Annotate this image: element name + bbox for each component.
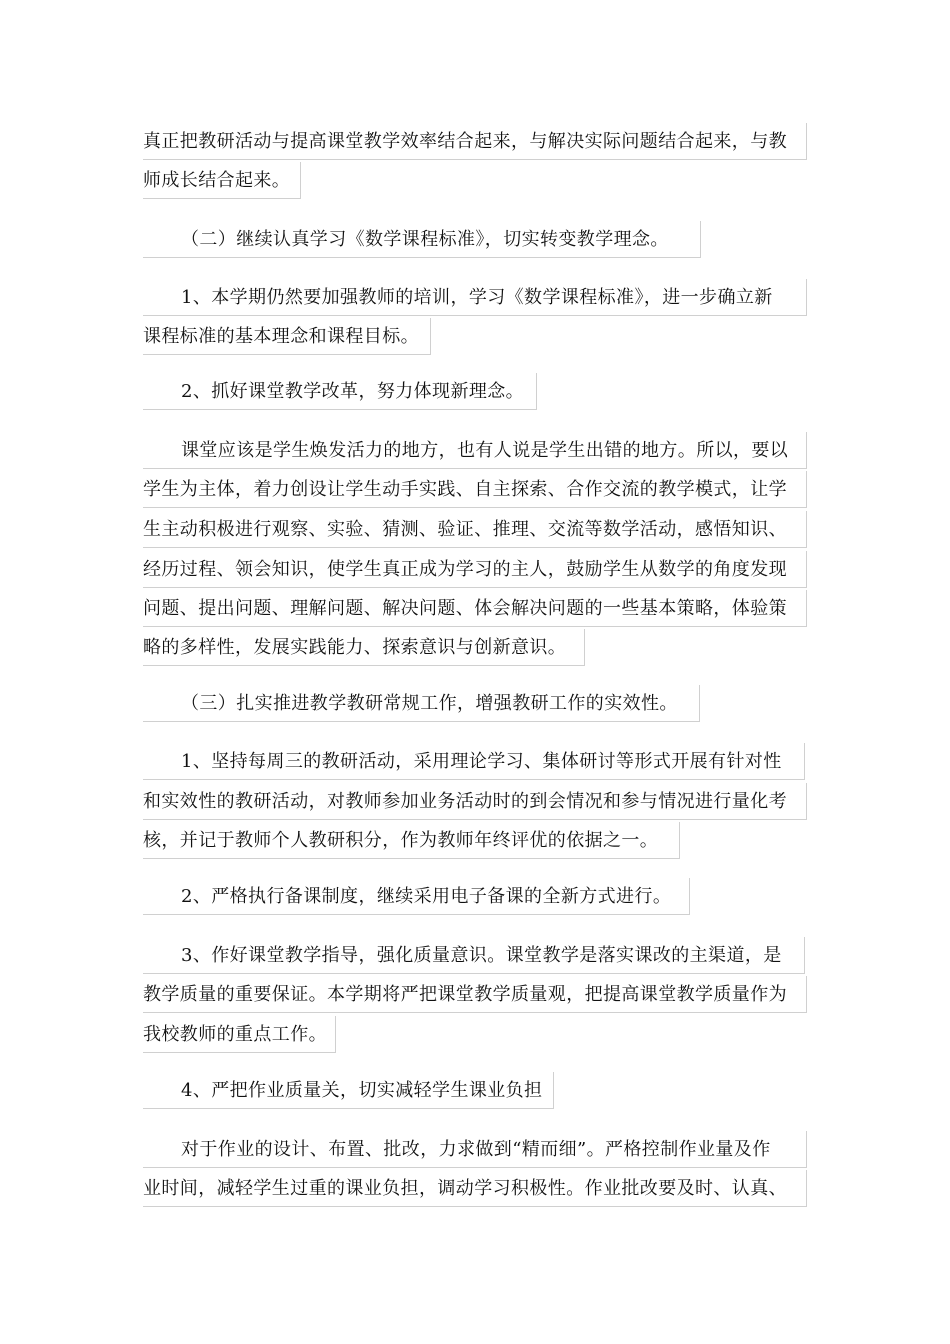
section-heading: （三）扎实推进教学教研常规工作，增强教研工作的实效性。 bbox=[143, 685, 700, 722]
text-line: 生主动积极进行观察、实验、猜测、验证、推理、交流等数学活动，感悟知识、 bbox=[143, 511, 807, 548]
text-line: 我校教师的重点工作。 bbox=[143, 1016, 336, 1053]
text-line: 课堂应该是学生焕发活力的地方，也有人说是学生出错的地方。所以，要以 bbox=[143, 432, 807, 469]
text-line: 1、本学期仍然要加强教师的培训，学习《数学课程标准》，进一步确立新 bbox=[143, 279, 807, 316]
text-line: 教学质量的重要保证。本学期将严把课堂教学质量观，把提高课堂教学质量作为 bbox=[143, 976, 807, 1013]
text-line: 略的多样性，发展实践能力、探索意识与创新意识。 bbox=[143, 629, 585, 666]
text-line: 课程标准的基本理念和课程目标。 bbox=[143, 318, 431, 355]
text-line: 2、严格执行备课制度，继续采用电子备课的全新方式进行。 bbox=[143, 878, 690, 915]
text-line: 4、严把作业质量关，切实减轻学生课业负担 bbox=[143, 1072, 554, 1109]
text-line: 3、作好课堂教学指导，强化质量意识。课堂教学是落实课改的主渠道，是 bbox=[143, 937, 805, 974]
text-line: 对于作业的设计、布置、批改，力求做到“精而细”。严格控制作业量及作 bbox=[143, 1131, 807, 1168]
text-line: 学生为主体，着力创设让学生动手实践、自主探索、合作交流的教学模式，让学 bbox=[143, 471, 807, 508]
text-line: 真正把教研活动与提高课堂教学效率结合起来，与解决实际问题结合起来，与教 bbox=[143, 123, 807, 160]
text-line: 2、抓好课堂教学改革，努力体现新理念。 bbox=[143, 373, 537, 410]
text-line: 核，并记于教师个人教研积分，作为教师年终评优的依据之一。 bbox=[143, 822, 680, 859]
text-line: 1、坚持每周三的教研活动，采用理论学习、集体研讨等形式开展有针对性 bbox=[143, 743, 805, 780]
text-line: 和实效性的教研活动，对教师参加业务活动时的到会情况和参与情况进行量化考 bbox=[143, 783, 807, 820]
text-line: 师成长结合起来。 bbox=[143, 162, 301, 199]
section-heading: （二）继续认真学习《数学课程标准》，切实转变教学理念。 bbox=[143, 221, 701, 258]
text-line: 业时间，减轻学生过重的课业负担，调动学习积极性。作业批改要及时、认真、 bbox=[143, 1170, 807, 1207]
text-line: 经历过程、领会知识，使学生真正成为学习的主人，鼓励学生从数学的角度发现 bbox=[143, 551, 807, 588]
text-line: 问题、提出问题、理解问题、解决问题、体会解决问题的一些基本策略，体验策 bbox=[143, 590, 807, 627]
